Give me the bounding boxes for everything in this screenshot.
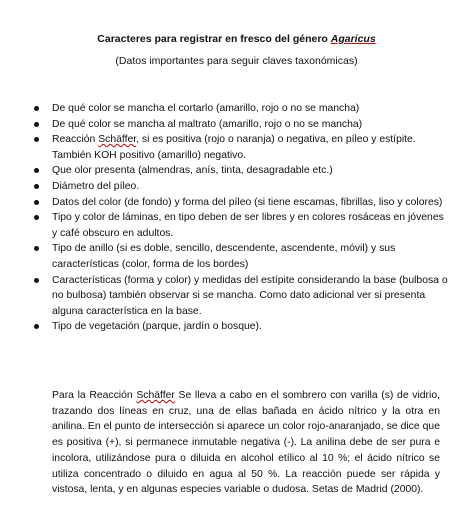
bullet-icon: [34, 137, 39, 142]
bullet-icon: [34, 184, 39, 189]
list-item-text: Tipo y color de láminas, en tipo deben de ser libres y en colores rosáceas en jóvenes y café obscuro en adultos.: [52, 212, 444, 239]
bullet-icon: [34, 246, 39, 251]
bullet-icon: [34, 215, 39, 220]
spellcheck-word: Schäffer: [98, 134, 137, 146]
document-subtitle: (Datos importantes para seguir claves taxonómicas): [115, 55, 358, 67]
list-item-text: Datos del color (de fondo) y forma del píleo (si tiene escamas, fibrillas, liso y colores): [52, 196, 443, 208]
list-item: [0, 319, 473, 335]
title-text: Caracteres para registrar en fresco del género: [97, 33, 331, 45]
list-item-text: Tipo de vegetación (parque, jardín o bosque).: [52, 321, 262, 333]
list-item-text: De qué color se mancha al maltrato (amarillo, rojo o no se mancha): [52, 118, 363, 130]
list-item-text: Tipo de anillo (si es doble, sencillo, descendente, ascendente, móvil) y sus características (color, forma de los bordes): [52, 243, 396, 270]
title-genus: Agaricus: [330, 33, 376, 45]
list-item: [0, 163, 473, 179]
bullet-icon: [34, 200, 39, 205]
schaffer-paragraph: [52, 388, 440, 498]
list-item-text-post: , si es positiva (rojo o naranja) o negativa, en píleo y estípite. También KOH positivo (amarillo) negativo.: [52, 134, 416, 161]
paragraph-text-pre: Para la Reacción: [52, 390, 137, 401]
list-item-text: Diámetro del píleo.: [52, 180, 140, 192]
characteristics-list: [0, 101, 473, 335]
list-item: [0, 210, 473, 241]
list-item: [0, 179, 473, 195]
list-item: [0, 241, 473, 272]
list-item-text: Características (forma y color) y medidas del estípite considerando la base (bulbosa o no bulbosa) también observar si se mancha. Como dato adicional ver si presenta alguna característica en la base.: [52, 274, 448, 317]
bullet-icon: [34, 106, 39, 111]
list-item-text-pre: Reacción: [52, 134, 99, 146]
list-item: [0, 117, 473, 133]
list-item-text: De qué color se mancha el cortarlo (amarillo, rojo o no se mancha): [52, 103, 360, 114]
list-item: [0, 273, 473, 320]
list-item: [0, 101, 473, 117]
list-item: [0, 132, 473, 163]
bullet-icon: [34, 278, 39, 283]
document-title: [0, 33, 473, 45]
spellcheck-word: Schäffer: [136, 390, 175, 401]
list-item: [0, 195, 473, 211]
list-item-text: Que olor presenta (almendras, anís, tinta, desagradable etc.): [52, 165, 333, 177]
paragraph-text-post: Se lleva a cabo en el sombrero con varilla (s) de vidrio, trazando dos líneas en cruz, una de ellas bañada en ácido nítrico y la otra en anilina. En el punto de intersección si aparece un color rojo-anaranjado, se dice que es positiva (+), si permanece inmutable negativa (-). La anilina debe de ser pura e incolora, utilizándose pura o diluida en alcohol etílico al 10 %; el ácido nítrico se utiliza concentrado o diluido en agua al 50 %. La reacción puede ser rápida y vistosa, lenta, y en algunas especies variable o dudosa. Setas de Madrid (2000).: [52, 390, 440, 496]
bullet-icon: [34, 168, 39, 173]
bullet-icon: [34, 122, 39, 127]
bullet-icon: [34, 324, 39, 329]
